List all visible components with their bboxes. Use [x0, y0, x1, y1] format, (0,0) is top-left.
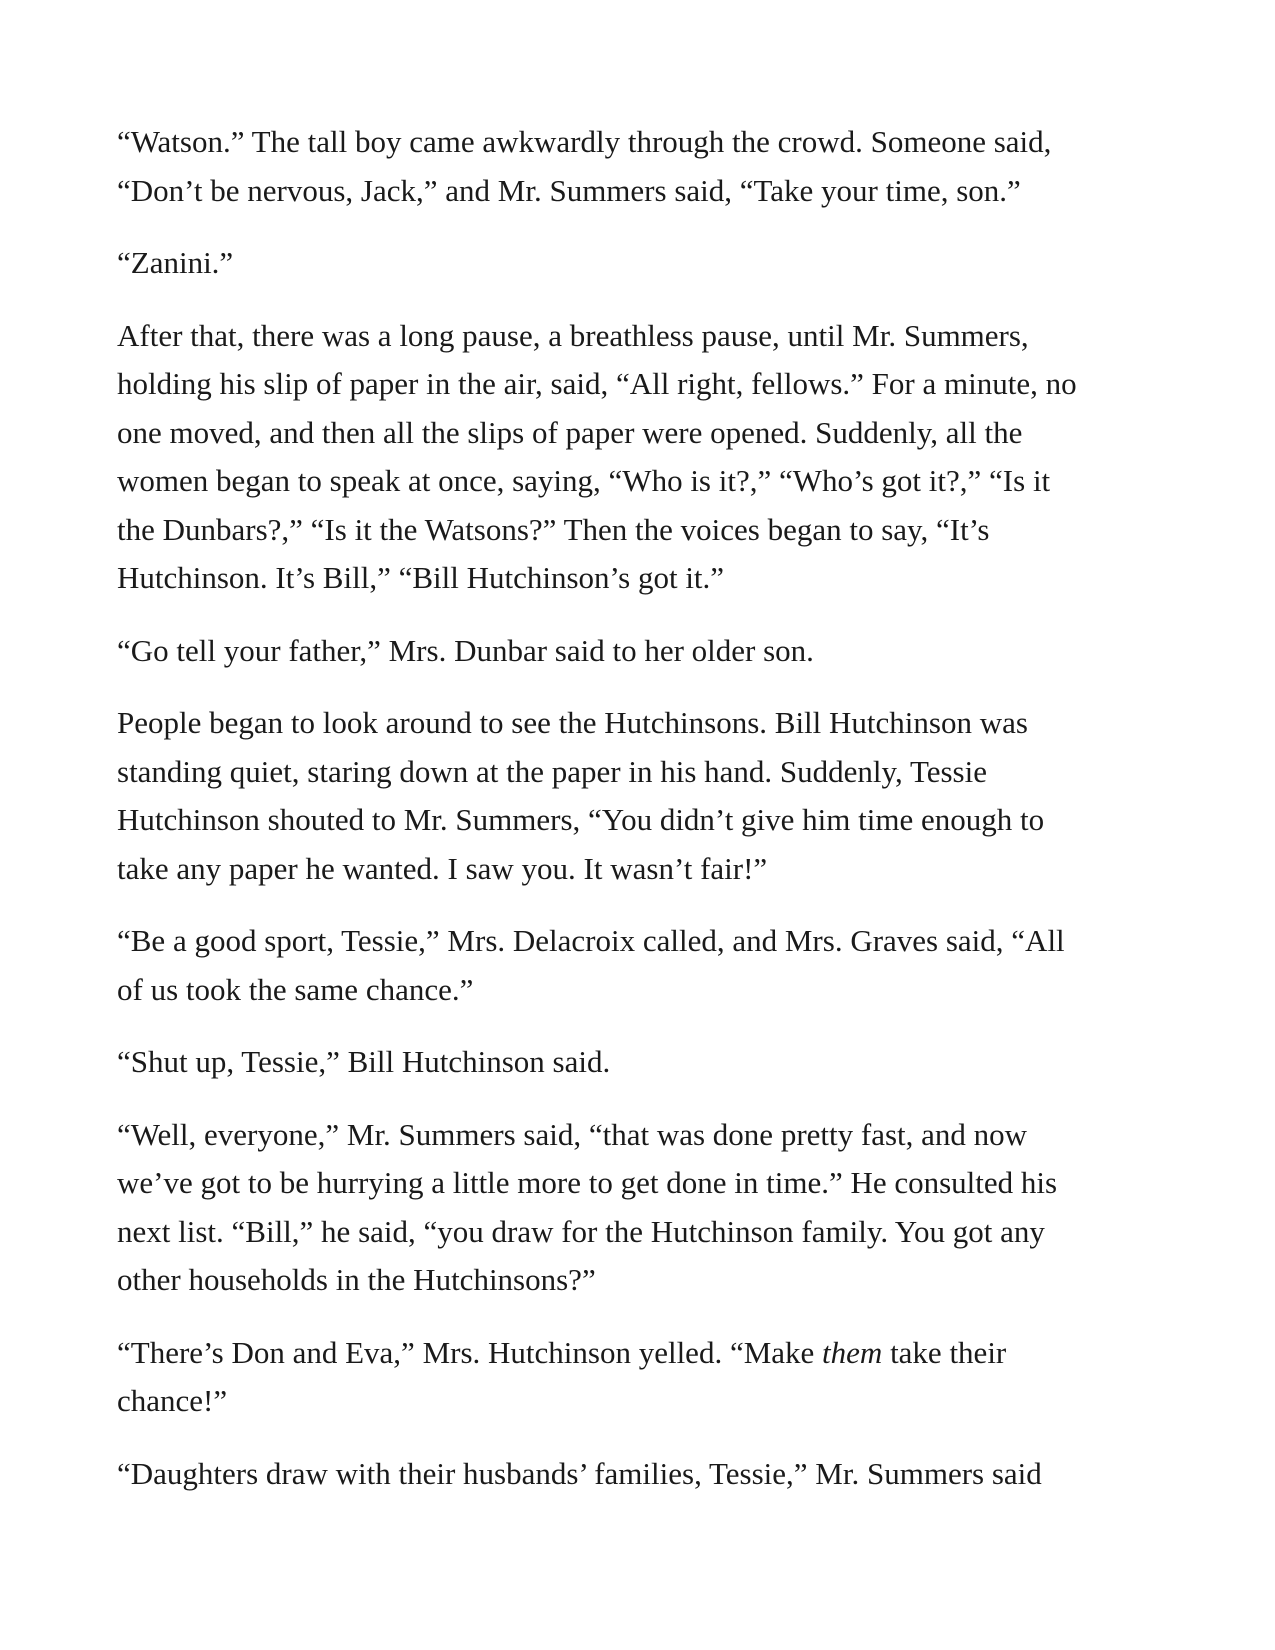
text-line: After that, there was a long pause, a breathless pause, until Mr. Summers,: [117, 317, 1029, 353]
emphasized-word: them: [822, 1334, 883, 1370]
paragraph-5: [117, 699, 1162, 893]
text-line: take any paper he wanted. I saw you. It wasn’t fair!”: [117, 850, 768, 886]
text-line: standing quiet, staring down at the paper in his hand. Suddenly, Tessie: [117, 753, 987, 789]
text-line: the Dunbars?,” “Is it the Watsons?” Then the voices began to say, “It’s: [117, 511, 990, 547]
paragraph-8: [117, 1111, 1162, 1305]
text-line: we’ve got to be hurrying a little more to get done in time.” He consulted his: [117, 1165, 1058, 1200]
text-line: “Zanini.”: [117, 245, 234, 280]
paragraph-6: [117, 917, 1162, 1014]
text-line: of us took the same chance.”: [117, 971, 474, 1007]
paragraph-9: [117, 1329, 1162, 1426]
paragraph-4: [117, 627, 1162, 676]
text-line: chance!”: [117, 1383, 228, 1418]
text-line: “Daughters draw with their husbands’ families, Tessie,” Mr. Summers said: [117, 1455, 1042, 1491]
text-line: “Go tell your father,” Mrs. Dunbar said to her older son.: [117, 632, 814, 668]
text-line: next list. “Bill,” he said, “you draw for the Hutchinson family. You got any: [117, 1213, 1045, 1249]
paragraph-2: [117, 239, 1162, 288]
document-page: [117, 118, 1162, 1522]
text-line: “Well, everyone,” Mr. Summers said, “that was done pretty fast, and now: [117, 1116, 1028, 1152]
text-line: women began to speak at once, saying, “Who is it?,” “Who’s got it?,” “Is it: [117, 463, 1051, 498]
text-line: Hutchinson. It’s Bill,” “Bill Hutchinson’s got it.”: [117, 560, 725, 595]
paragraph-10: [117, 1450, 1162, 1499]
text-line: “Be a good sport, Tessie,” Mrs. Delacroix called, and Mrs. Graves said, “All: [117, 923, 1065, 958]
text-line: other households in the Hutchinsons?”: [117, 1262, 596, 1297]
paragraph-1: [117, 118, 1162, 215]
text-line: Hutchinson shouted to Mr. Summers, “You didn’t give him time enough to: [117, 802, 1045, 837]
paragraph-7: [117, 1038, 1162, 1087]
text-line: People began to look around to see the Hutchinsons. Bill Hutchinson was: [117, 705, 1028, 740]
text-line: “Don’t be nervous, Jack,” and Mr. Summers said, “Take your time, son.”: [117, 172, 1021, 208]
text-line: take their: [882, 1334, 1007, 1370]
text-line: “Watson.” The tall boy came awkwardly through the crowd. Someone said,: [117, 124, 1052, 159]
paragraph-3: [117, 312, 1162, 603]
text-line: holding his slip of paper in the air, said, “All right, fellows.” For a minute, no: [117, 366, 1077, 401]
text-line: “Shut up, Tessie,” Bill Hutchinson said.: [117, 1044, 611, 1079]
text-line: “There’s Don and Eva,” Mrs. Hutchinson yelled. “Make: [117, 1334, 823, 1370]
text-line: one moved, and then all the slips of paper were opened. Suddenly, all the: [117, 414, 1023, 450]
